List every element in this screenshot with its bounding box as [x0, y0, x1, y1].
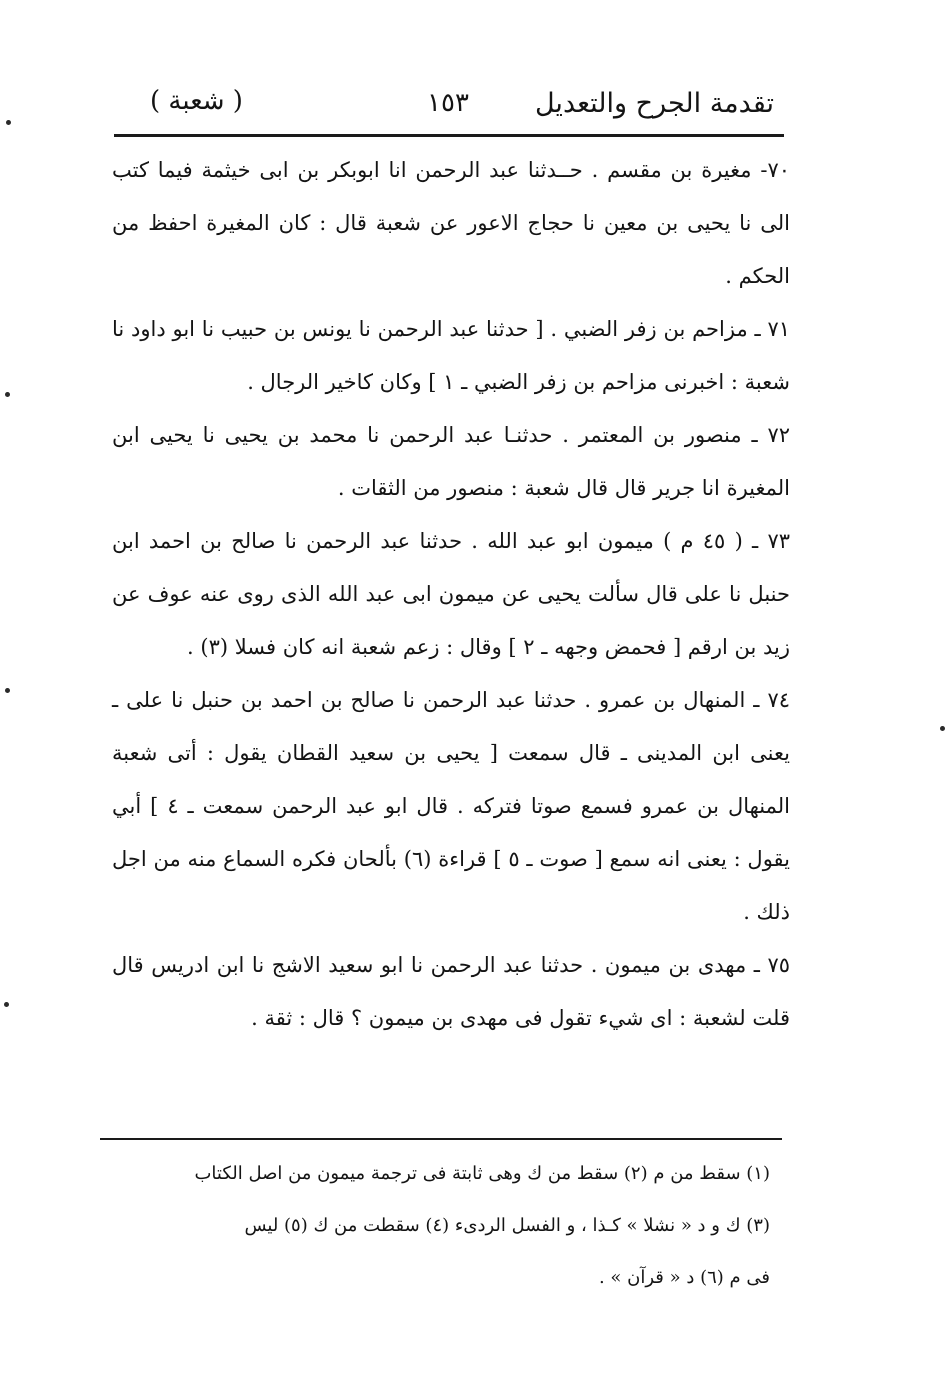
- entry-71: ٧١ ـ مزاحم بن زفر الضبي . [ حدثنا عبد الرحمن نا يونس بن حبيب نا ابو داود نا شعبة : اخبرنى مزاحم بن زفر الضبي ـ ١ ] وكان كاخير الرجال .: [112, 317, 790, 394]
- page-number: ١٥٣: [427, 88, 469, 118]
- header-rule: [114, 134, 784, 137]
- entry-75: ٧٥ ـ مهدى بن ميمون . حدثنا عبد الرحمن نا ابو سعيد الاشج نا ابن ادريس قال قلت لشعبة : اى شيء تقول فى مهدى بن ميمون ؟ قال : ثقة .: [112, 953, 790, 1030]
- scan-speck: [5, 392, 10, 397]
- entry-73: ٧٣ ـ ( ٤٥ م ) ميمون ابو عبد الله . حدثنا عبد الرحمن نا صالح بن احمد ابن حنبل نا على قال سألت يحيى عن ميمون ابى عبد الله الذى روى عنه عوف عن زيد بن ارقم [ فحمض وجهه ـ ٢ ] وقال : زعم شعبة انه كان فسلا (٣) .: [112, 529, 790, 659]
- section-subject: ( شعبة ): [150, 86, 243, 116]
- running-header: [112, 84, 784, 132]
- scan-speck: [5, 688, 10, 693]
- footnote-line: (٣) ك و د « نشلا » كـذا ، و الفسل الردىء (٤) سقطت من ك (٥) ليس: [244, 1215, 770, 1236]
- footnote-line: فى م (٦) د « قرآن » .: [598, 1267, 770, 1288]
- scan-speck: [940, 726, 945, 731]
- entry-74: ٧٤ ـ المنهال بن عمرو . حدثنا عبد الرحمن نا صالح بن احمد بن حنبل نا على ـ يعنى ابن المدينى ـ قال سمعت [ يحيى بن سعيد القطان يقول : أتى شعبة المنهال بن عمرو فسمع صوتا فتركه . قال ابو عبد الرحمن سمعت ـ ٤ ] أبي يقول : يعنى انه سمع [ صوت ـ ٥ ] قراءة (٦) بألحان فكره السماع منه من اجل ذلك .: [112, 688, 791, 924]
- footnotes: [104, 1148, 770, 1304]
- entry-72: ٧٢ ـ منصور بن المعتمر . حدثنـا عبد الرحمن نا محمد بن يحيى نا يحيى ابن المغيرة انا جرير قال قال شعبة : منصور من الثقات .: [112, 423, 790, 500]
- main-text: [112, 144, 790, 1045]
- running-title: تقدمة الجرح والتعديل: [534, 88, 774, 119]
- footnote-rule: [100, 1138, 782, 1140]
- entry-70: ٧٠- مغيرة بن مقسم . حــدثنا عبد الرحمن انا ابوبكر بن ابى خيثمة فيما كتب الى نا يحيى بن معين نا حجاج الاعور عن شعبة قال : كان المغيرة احفظ من الحكم .: [112, 158, 790, 288]
- scan-speck: [6, 120, 11, 125]
- footnote-line: (١) سقط من م (٢) سقط من ك وهى ثابتة فى ترجمة ميمون من اصل الكتاب: [194, 1163, 770, 1184]
- scan-speck: [4, 1002, 9, 1007]
